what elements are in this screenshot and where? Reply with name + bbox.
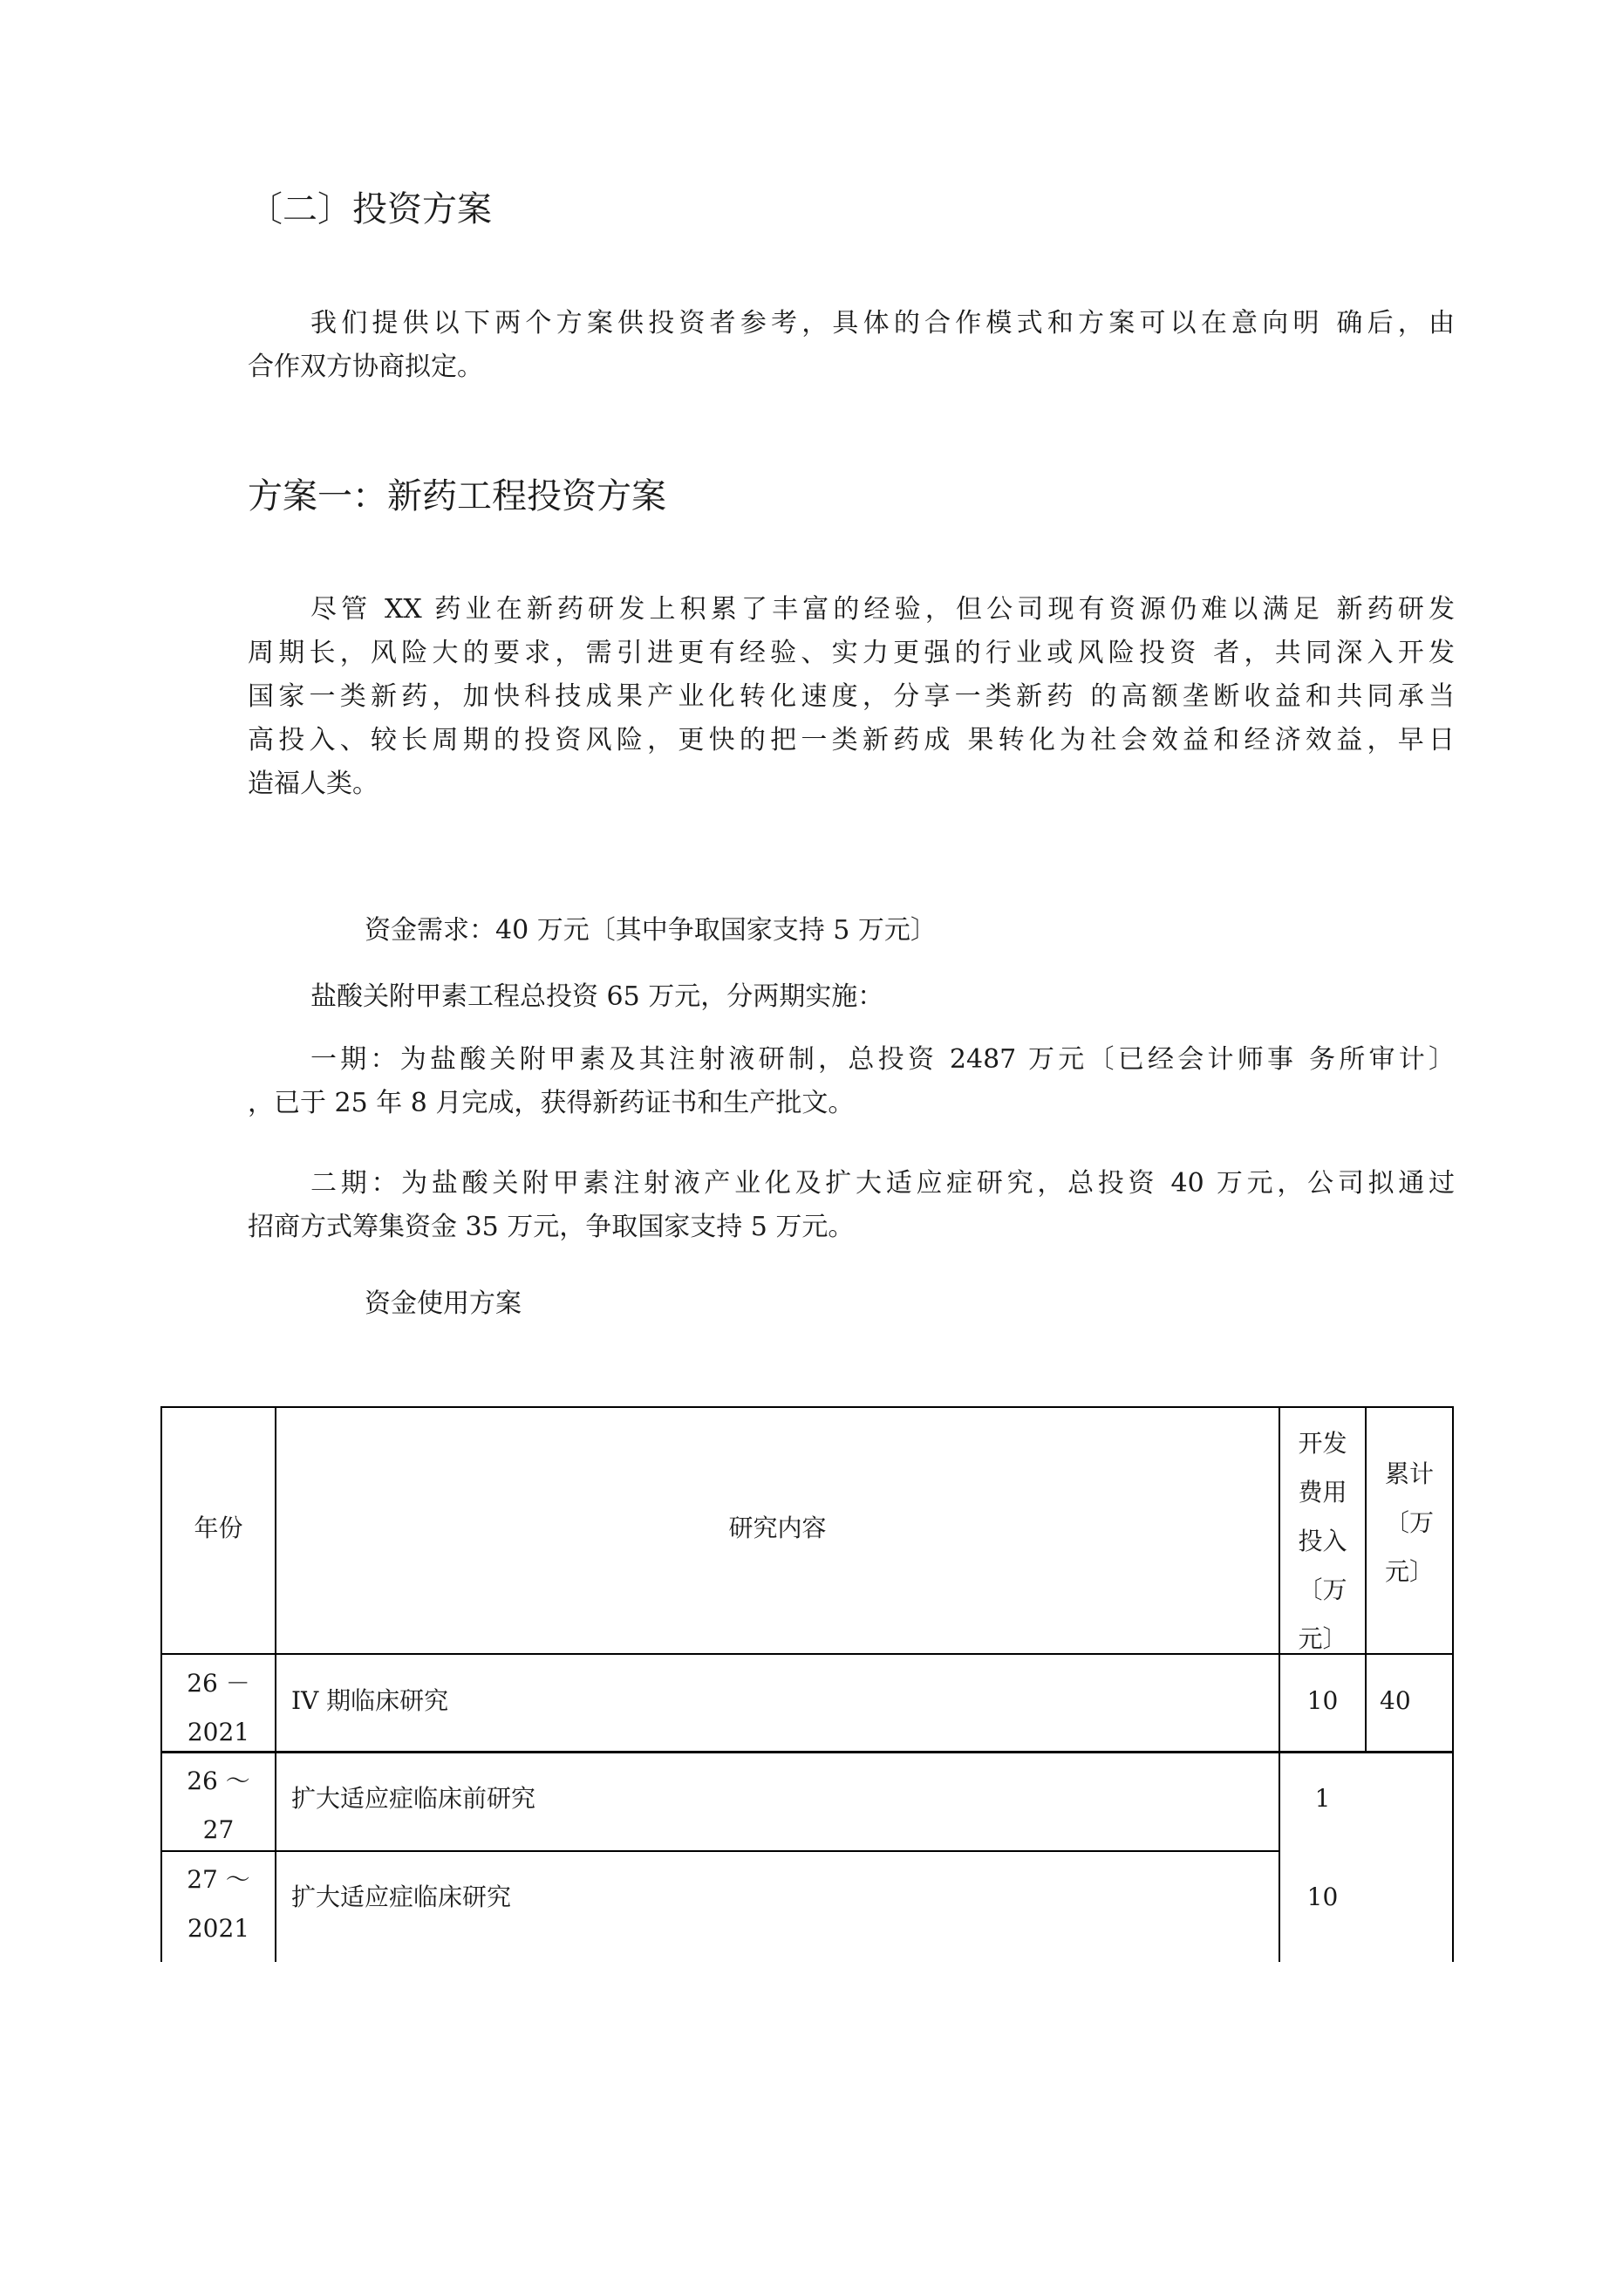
header-dev-cost: 开发 费用 投入 〔万 元〕 bbox=[1298, 1429, 1347, 1653]
intro-line: 我们提供以下两个方案供投资者参考，具体的合作模式和方案可以在意向明 确后，由 bbox=[310, 308, 1455, 338]
table-border bbox=[1452, 1406, 1454, 1962]
fund-usage-title: 资金使用方案 bbox=[365, 1288, 522, 1319]
table-border bbox=[160, 1406, 1454, 1408]
plan-line: 周期长，风险大的要求，需引进更有经验、实力更强的行业或风险投资 者，共同深入开发 bbox=[248, 638, 1455, 668]
table-border bbox=[275, 1406, 276, 1962]
plan-line: 造福人类。 bbox=[248, 769, 378, 799]
table-row-cumulative: 40 bbox=[1380, 1686, 1411, 1715]
table-border bbox=[160, 1752, 1454, 1753]
plan-line: 高投入、较长周期的投资风险，更快的把一类新药成 果转化为社会效益和经济效益，早日 bbox=[248, 725, 1455, 755]
plan-line: 尽管 XX 药业在新药研发上积累了丰富的经验，但公司现有资源仍难以满足 新药研发 bbox=[310, 594, 1455, 625]
plan-line: 国家一类新药，加快科技成果产业化转化速度，分享一类新药 的高额垄断收益和共同承当 bbox=[248, 681, 1455, 712]
table-row-content: 扩大适应症临床前研究 bbox=[291, 1784, 536, 1813]
fund-usage-table bbox=[160, 1406, 1454, 1962]
header-content: 研究内容 bbox=[728, 1514, 827, 1542]
phase-one-line: ，已于 25 年 8 月完成，获得新药证书和生产批文。 bbox=[248, 1088, 855, 1118]
table-row-content: 扩大适应症临床研究 bbox=[291, 1883, 512, 1911]
funding-need: 资金需求：40 万元〔其中争取国家支持 5 万元〕 bbox=[365, 915, 937, 946]
plan-heading: 方案一：新药工程投资方案 bbox=[248, 476, 666, 516]
intro-line: 合作双方协商拟定。 bbox=[248, 352, 483, 382]
table-row-dev-cost: 1 bbox=[1314, 1784, 1331, 1813]
phase-two-line: 招商方式筹集资金 35 万元，争取国家支持 5 万元。 bbox=[248, 1212, 855, 1242]
header-cumulative: 累计 〔万 元〕 bbox=[1384, 1459, 1434, 1586]
phase-two bbox=[248, 1162, 1455, 1249]
table-border bbox=[160, 1850, 1279, 1852]
section-heading: 〔二〕投资方案 bbox=[248, 189, 492, 229]
header-year: 年份 bbox=[194, 1514, 243, 1542]
table-border bbox=[160, 1653, 1454, 1655]
table-row-year: 26 － 2021 bbox=[187, 1669, 250, 1746]
total-investment: 盐酸关附甲素工程总投资 65 万元，分两期实施： bbox=[310, 981, 884, 1012]
phase-two-line: 二期：为盐酸关附甲素注射液产业化及扩大适应症研究，总投资 40 万元，公司拟通过 bbox=[310, 1168, 1455, 1199]
table-row-content: IV 期临床研究 bbox=[291, 1686, 449, 1715]
table-row-year: 27 ～ 2021 bbox=[187, 1865, 250, 1943]
table-row-dev-cost: 10 bbox=[1306, 1686, 1339, 1715]
phase-one bbox=[248, 1038, 1455, 1125]
table-row-year: 26 ～ 27 bbox=[187, 1766, 250, 1844]
intro-paragraph bbox=[248, 302, 1455, 389]
plan-paragraph bbox=[248, 588, 1455, 806]
phase-one-line: 一期：为盐酸关附甲素及其注射液研制，总投资 2487 万元〔已经会计师事 务所审计〕 bbox=[310, 1044, 1455, 1075]
table-row-dev-cost: 10 bbox=[1306, 1883, 1339, 1911]
